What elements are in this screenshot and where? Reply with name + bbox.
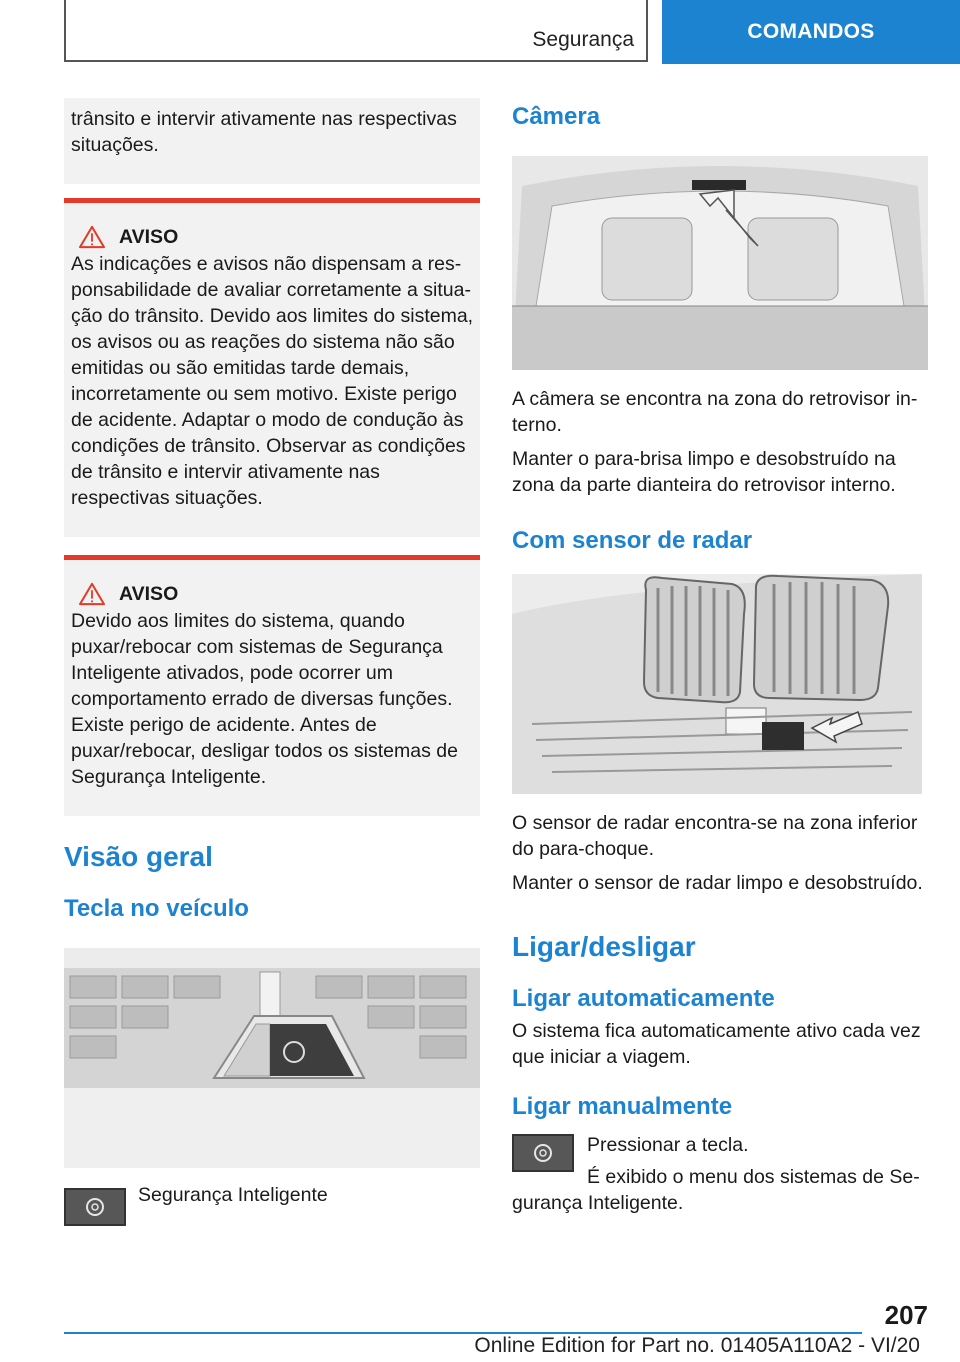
warning-box-1 [64,198,480,537]
warning-box-2 [64,555,480,816]
intelligent-safety-button[interactable] [512,1134,574,1172]
header-chapter-label: COMANDOS [747,20,875,43]
page-number: 207 [884,1300,928,1330]
footer-edition: Online Edition for Part no. 01405A110A2 - VI/20 [474,1334,920,1357]
camera-paragraph-2: Manter o para-brisa limpo e desobstruído na zona da parte dianteira do retrovisor interno. [512,448,896,496]
heading-overview: Visão geral [64,841,213,872]
heading-auto-on: Ligar automaticamente [512,985,775,1012]
intelligent-safety-button[interactable] [64,1188,126,1226]
warning-title: AVISO [119,582,179,605]
camera-paragraph-1: A câmera se encontra na zona do retrovisor interno. [512,388,918,436]
manual-paragraph-2: É exibido o menu dos sistemas de Segurança Inteligente. [512,1166,920,1214]
header-chapter-tab[interactable] [662,0,960,64]
warning-triangle-icon [77,582,107,606]
camera-illustration [512,156,928,370]
radar-paragraph-1: O sensor de radar encontra-se na zona inferior do para-choque. [512,812,918,860]
heading-on-off: Ligar/desligar [512,931,696,962]
radar-illustration [512,574,922,794]
manual-instruction [512,1132,928,1216]
warning-text: As indicações e avisos não dispensam a responsabilidade de avaliar corretamente a situação do trânsito. Devido aos limites do sistema, os avisos ou as reações do sistema não são emitidas ou são emitidas tarde demais, incorretamente ou sem motivo. Existe perigo de acidente. Adaptar o modo de condução às condições de trânsito. Observar as condições de trânsito e intervir ativamente nas respectivas situações. [71,253,474,509]
right-column [512,98,928,1216]
heading-radar: Com sensor de radar [512,527,753,554]
warning-text: Devido aos limites do sistema, quando puxar/rebocar com sistemas de Segurança Inteligente ativados, pode ocorrer um comportamento errado de diversas funções. Existe perigo de acidente. Antes de puxar/rebocar, desligar todos os sistemas de Segurança Inteligente. [71,610,458,788]
button-illustration [64,948,480,1168]
button-caption: Segurança Inteligente [138,1184,328,1206]
button-legend [64,1184,480,1226]
warning-triangle-icon [77,225,107,249]
manual-paragraph-1: Pressionar a tecla. [587,1134,749,1156]
left-column [64,98,480,1226]
intelligent-safety-icon [532,1142,554,1164]
header-section-title: Segurança [532,28,634,51]
heading-camera: Câmera [512,103,601,130]
warning-title: AVISO [119,225,179,248]
heading-manual-on: Ligar manualmente [512,1093,733,1120]
radar-paragraph-2: Manter o sensor de radar limpo e desobstruído. [512,872,923,894]
continued-text: trânsito e intervir ativamente nas respectivas situações. [71,108,457,156]
intelligent-safety-icon [84,1196,106,1218]
continued-warning-box [64,98,480,184]
heading-button-in-vehicle: Tecla no veículo [64,895,249,922]
auto-paragraph: O sistema fica automaticamente ativo cada vez que iniciar a viagem. [512,1020,921,1068]
